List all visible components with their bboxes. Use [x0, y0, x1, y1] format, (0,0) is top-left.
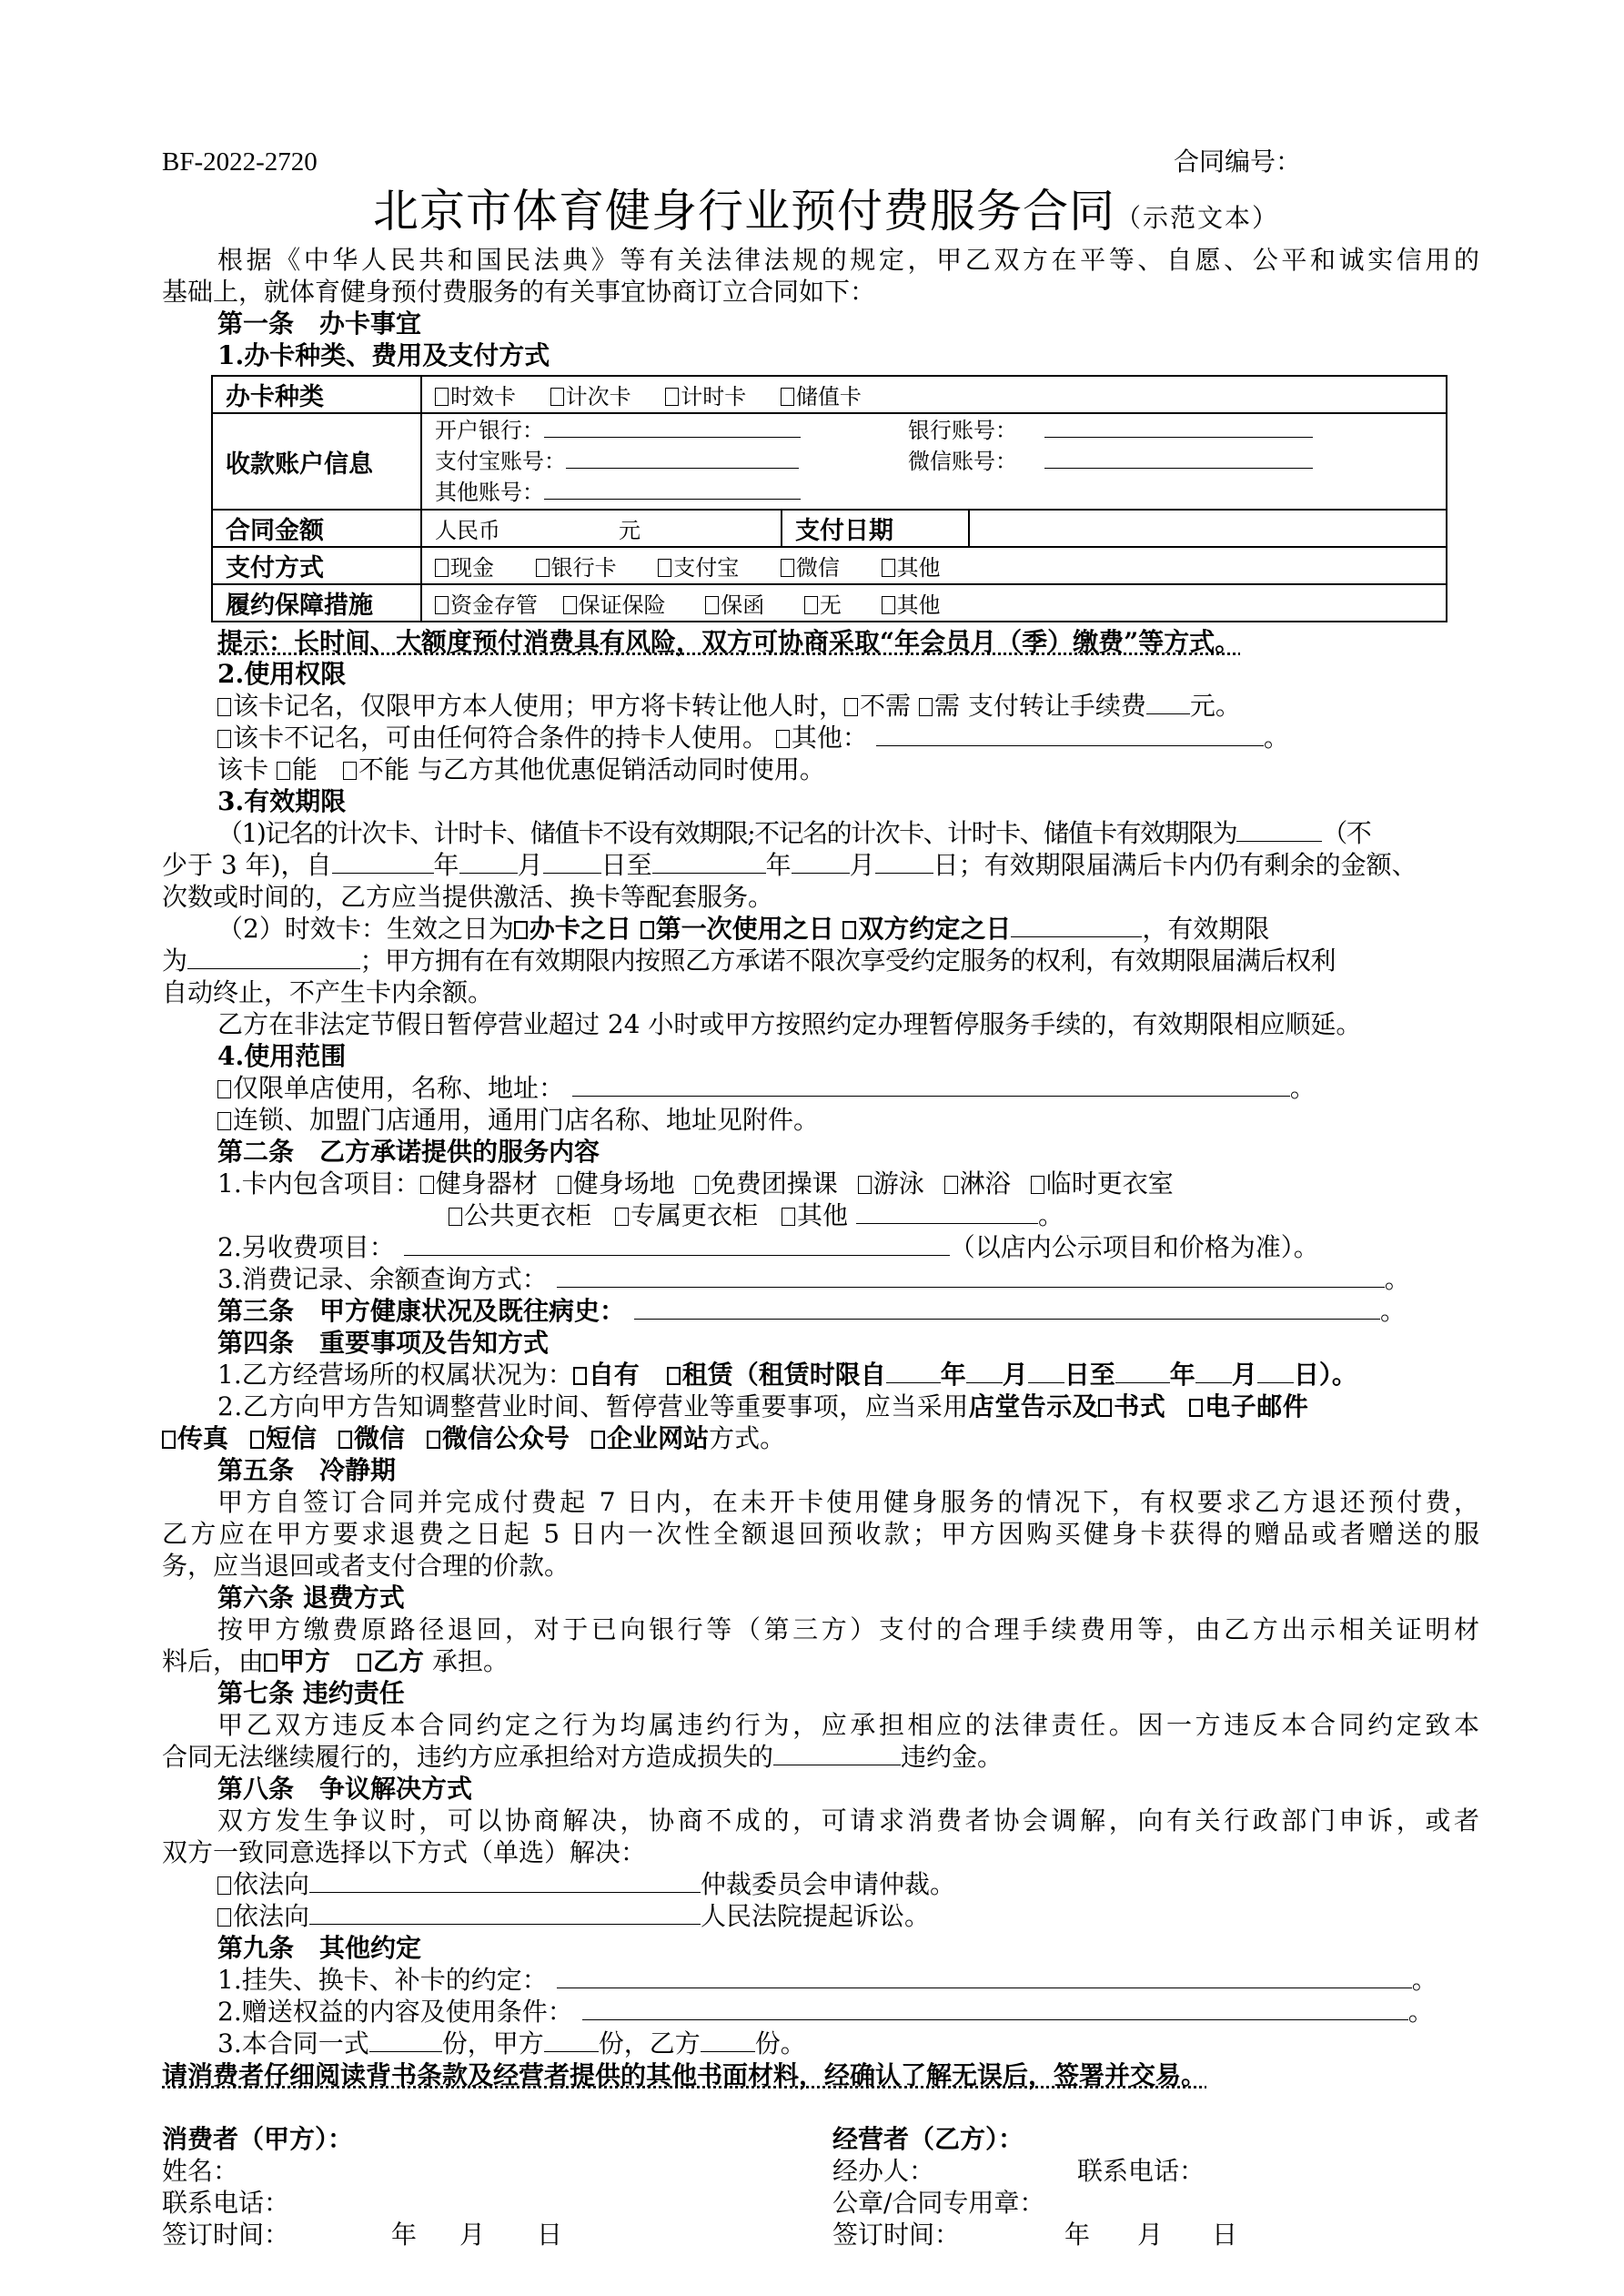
option-label: 现金 [450, 555, 494, 581]
text: 月 [1002, 1360, 1028, 1390]
checkbox[interactable] [514, 921, 528, 939]
checkbox[interactable] [277, 762, 290, 780]
text: 自有 [588, 1360, 640, 1390]
other-account-field[interactable] [544, 477, 801, 500]
clause-line [162, 945, 1479, 976]
option-label: 其他 [896, 592, 941, 618]
text: 依法向 [233, 1901, 310, 1931]
health-history-field[interactable] [634, 1297, 1380, 1320]
court-field[interactable] [309, 1902, 701, 1925]
text: 年 [433, 850, 459, 880]
text: 其他 [797, 1200, 849, 1230]
card-type-label: 办卡种类 [212, 376, 421, 413]
year-label: 年 [1064, 2220, 1091, 2250]
clause-line [162, 1422, 1479, 1454]
checkbox[interactable] [217, 730, 231, 748]
text: 份，甲方 [441, 2028, 544, 2058]
date-field[interactable] [886, 1360, 941, 1383]
account-info-fields [421, 413, 1447, 510]
date-field[interactable] [966, 1360, 1003, 1383]
date-field[interactable] [875, 851, 933, 874]
option-label: 支付宝 [673, 555, 740, 581]
title-note: （示范文本） [1115, 203, 1280, 233]
query-method-field[interactable] [557, 1265, 1385, 1288]
clause-line [162, 1104, 1479, 1136]
date-field[interactable] [652, 851, 766, 874]
checkbox[interactable] [573, 1367, 587, 1385]
text: 料后，由 [162, 1646, 265, 1676]
clause-line: 自动终止，不产生卡内余额。 [162, 977, 494, 1007]
checkbox[interactable] [776, 730, 790, 748]
text: 微信 [354, 1423, 406, 1453]
checkbox[interactable] [1189, 1399, 1203, 1417]
clause-line [162, 1645, 1479, 1677]
text: 与乙方其他优惠促销活动同时使用。 [417, 754, 825, 784]
text: 临时更衣室 [1045, 1168, 1174, 1199]
clause-line [162, 1741, 1479, 1773]
text: 游泳 [873, 1168, 924, 1199]
text: 淋浴 [959, 1168, 1011, 1199]
checkbox[interactable] [641, 921, 654, 939]
checkbox[interactable] [1031, 1176, 1044, 1194]
page-title [373, 182, 1279, 240]
clause-line: 双方发生争议时，可以协商解决，协商不成的，可请求消费者协会调解，向有关行政部门申诉，或者 [217, 1805, 1479, 1836]
text: 合同无法继续履行的，违约方应承担给对方造成损失的 [162, 1742, 774, 1772]
clause-line: 次数或时间的，乙方应当提供激活、换卡等配套服务。 [162, 882, 774, 912]
clause-line [162, 913, 1479, 945]
text: 免费团操课 [710, 1168, 838, 1199]
checkbox[interactable] [782, 1208, 795, 1226]
text: 年 [1169, 1360, 1195, 1390]
checkbox[interactable] [558, 1176, 571, 1194]
checkbox[interactable] [449, 1208, 462, 1226]
text: 该卡不记名，可由任何符合条件的持卡人使用。 [233, 723, 769, 753]
alipay-field[interactable] [566, 446, 799, 469]
text: 为 [162, 946, 187, 976]
text: 电子邮件 [1205, 1391, 1309, 1421]
text: 公共更衣柜 [464, 1200, 592, 1230]
contract-number-label: 合同编号： [1174, 147, 1302, 177]
text: 人民法院提起诉讼。 [701, 1901, 931, 1931]
other-account-label: 其他账号： [435, 480, 544, 505]
text: （不 [1322, 818, 1371, 848]
month-label: 月 [1137, 2220, 1164, 2250]
text: 需 [933, 691, 960, 721]
month-label: 月 [459, 2220, 486, 2250]
text: 乙方 [373, 1646, 425, 1676]
section-1-1-title: 1.办卡种类、费用及支付方式 [217, 340, 550, 370]
other-item-field[interactable] [856, 1201, 1038, 1224]
clause-line [162, 1359, 1479, 1391]
date-field[interactable] [459, 851, 518, 874]
text: 。 [1289, 1073, 1316, 1103]
date-field[interactable] [332, 851, 434, 874]
arbitration-field[interactable] [309, 1870, 701, 1893]
checkbox[interactable] [658, 559, 671, 577]
rmb-label: 人民币 [435, 518, 500, 543]
article-1-title: 第一条 办卡事宜 [217, 308, 422, 339]
article-4-title: 第四条 重要事项及告知方式 [217, 1328, 550, 1358]
clause-line [162, 817, 1479, 849]
checkbox[interactable] [217, 1112, 231, 1130]
signing-notice: 请消费者仔细阅读背书条款及经营者提供的其他书面材料，经确认了解无误后，签署并交易。 [162, 2060, 1207, 2090]
option-label: 资金存管 [450, 592, 538, 618]
wechat-field[interactable] [1044, 446, 1313, 469]
clause-line [162, 1996, 1479, 2028]
checkbox[interactable] [435, 596, 449, 614]
text: 日至 [600, 850, 652, 880]
checkbox[interactable] [563, 596, 577, 614]
text: 年 [765, 850, 792, 880]
party-a-column [162, 2123, 832, 2250]
date-field[interactable] [543, 851, 601, 874]
clause-line [162, 722, 1479, 754]
article-6-title: 第六条 退费方式 [217, 1583, 405, 1613]
clause-line [162, 1295, 1479, 1327]
document-code: BF-2022-2720 [162, 147, 318, 177]
bank-account-field[interactable] [1044, 415, 1313, 438]
text: 健身场地 [572, 1168, 675, 1199]
card-type-options [421, 376, 1447, 413]
text: 日至 [1064, 1360, 1115, 1390]
checkbox[interactable] [217, 698, 231, 716]
agreed-date-field[interactable] [1011, 915, 1142, 937]
text: 短信 [266, 1423, 318, 1453]
option-label: 保函 [721, 592, 765, 618]
checkbox[interactable] [615, 1208, 629, 1226]
checkbox[interactable] [665, 388, 679, 406]
option-label: 储值卡 [795, 384, 862, 410]
clause-line [162, 2028, 1479, 2059]
clause-line: 乙方在非法定节假日暂停营业超过 24 小时或甲方按照约定办理暂停服务手续的，有效期限相应顺延。 [217, 1009, 1362, 1039]
party-b-time-label: 签订时间： [832, 2220, 961, 2250]
option-label: 微信 [795, 555, 840, 581]
text: 双方约定之日 [858, 914, 1012, 944]
date-field[interactable] [1257, 1360, 1294, 1383]
clause-line [162, 1199, 1479, 1231]
checkbox[interactable] [705, 596, 719, 614]
checkbox[interactable] [844, 698, 858, 716]
pay-method-label: 支付方式 [212, 547, 421, 584]
party-a-title: 消费者（甲方）： [162, 2124, 354, 2154]
intro-line: 基础上，就体育健身预付费服务的有关事宜协商订立合同如下： [162, 277, 876, 307]
text: （2）时效卡：生效之日为 [217, 914, 514, 944]
text: 1.乙方经营场所的权属状况为： [217, 1360, 573, 1390]
text: 违约金。 [901, 1742, 1004, 1772]
text: 其他： [791, 723, 868, 753]
clause-line [162, 754, 1479, 785]
text: 健身器材 [435, 1168, 538, 1199]
text: 连锁、加盟门店通用，通用门店名称、地址见附件。 [233, 1105, 820, 1135]
text: 租赁（租赁时限自 [681, 1360, 886, 1390]
amount-cell[interactable] [421, 510, 782, 547]
extra-fee-field[interactable] [404, 1233, 950, 1256]
party-b-column [832, 2123, 1479, 2250]
clause-line: 务，应当退回或者支付合理的价款。 [162, 1551, 570, 1581]
text: 少于 3 年)，自 [162, 850, 332, 880]
text: 专属更衣柜 [630, 1200, 759, 1230]
bank-account-label: 银行账号： [908, 418, 1017, 443]
text: 日；有效期限届满后卡内仍有剩余的金额、 [933, 850, 1417, 880]
text: ，有效期限 [1142, 914, 1270, 944]
bank-field[interactable] [544, 415, 801, 438]
text: 。 [1037, 1200, 1064, 1230]
checkbox[interactable] [944, 1176, 958, 1194]
party-a-phone-label: 联系电话： [162, 2188, 290, 2218]
article-2-title: 第二条 乙方承诺提供的服务内容 [217, 1137, 600, 1167]
clause-line [162, 1900, 1479, 1932]
option-label: 其他 [896, 555, 941, 581]
text: 不需 [860, 691, 912, 721]
article-3-title: 第三条 甲方健康状况及既往病史： [217, 1296, 626, 1326]
text: 甲方 [279, 1646, 331, 1676]
date-field[interactable] [1195, 1360, 1232, 1383]
clause-line [162, 1964, 1479, 1996]
clause-line [162, 849, 1479, 881]
checkbox[interactable] [536, 559, 550, 577]
clause-line: 甲方自签订合同并完成付费起 7 日内，在未开卡使用健身服务的情况下，有权要求乙方退还预付费， [217, 1487, 1479, 1517]
option-label: 计时卡 [681, 384, 747, 410]
checkbox[interactable] [591, 1431, 605, 1449]
clause-line [162, 1072, 1479, 1104]
text: 办卡之日 [529, 914, 631, 944]
text: 份。 [754, 2028, 806, 2058]
day-label: 日 [537, 2220, 563, 2250]
other-field[interactable] [876, 723, 1264, 746]
checkbox[interactable] [217, 1876, 231, 1895]
checkbox[interactable] [882, 559, 895, 577]
text: 3.本合同一式 [217, 2028, 369, 2058]
gift-rights-field[interactable] [582, 1998, 1408, 2020]
party-b-agent-label: 经办人： [832, 2156, 935, 2186]
date-field[interactable] [792, 851, 850, 874]
text: 2.乙方向甲方告知调整营业时间、暂停营业等重要事项，应当采用 [217, 1391, 969, 1421]
text: 元。 [1189, 691, 1241, 721]
guarantee-options [421, 584, 1447, 622]
text: 依法向 [233, 1869, 310, 1899]
checkbox[interactable] [781, 388, 794, 406]
section-title: 2.使用权限 [217, 659, 347, 689]
text: 2.另收费项目： [217, 1232, 395, 1262]
clause-line [162, 690, 1479, 722]
checkbox[interactable] [842, 921, 856, 939]
pay-date-label: 支付日期 [782, 510, 969, 547]
text: 1.挂失、换卡、补卡的约定： [217, 1965, 548, 1995]
risk-tip: 提示：长时间、大额度预付消费具有风险，双方可协商采取“年会员月（季）缴费”等方式。 [217, 627, 1241, 657]
signature-block [162, 2123, 1479, 2250]
date-field[interactable] [1115, 1360, 1170, 1383]
checkbox[interactable] [781, 559, 794, 577]
day-label: 日 [1212, 2220, 1238, 2250]
article-8-title: 第八条 争议解决方式 [217, 1774, 473, 1804]
text: 1.卡内包含项目： [217, 1168, 420, 1199]
text: 。 [1384, 1264, 1410, 1294]
party-b-title: 经营者（乙方）： [832, 2124, 1024, 2154]
checkbox[interactable] [804, 596, 818, 614]
party-a-name-label: 姓名： [162, 2156, 239, 2186]
clause-line: 按甲方缴费原路径退回，对于已向银行等（第三方）支付的合理手续费用等，由乙方出示相关证明材 [217, 1614, 1479, 1644]
checkbox[interactable] [695, 1176, 709, 1194]
yuan-label: 元 [619, 518, 641, 543]
checkbox[interactable] [427, 1431, 440, 1449]
article-9-title: 第九条 其他约定 [217, 1933, 422, 1963]
text: 该卡记名，仅限甲方本人使用；甲方将卡转让他人时， [233, 691, 845, 721]
section-title: 3.有效期限 [217, 786, 347, 816]
checkbox[interactable] [217, 1080, 231, 1098]
title-text: 北京市体育健身行业预付费服务合同 [373, 185, 1115, 238]
checkbox[interactable] [435, 388, 449, 406]
text: 书式 [1114, 1391, 1166, 1421]
pay-method-options [421, 547, 1447, 584]
text: 微信公众号 [442, 1423, 570, 1453]
checkbox[interactable] [435, 559, 449, 577]
party-b-seal-label: 公章/合同专用章： [832, 2188, 1045, 2218]
wechat-label: 微信账号： [908, 449, 1017, 474]
text: 3.消费记录、余额查询方式： [217, 1264, 548, 1294]
text: 年 [940, 1360, 966, 1390]
store-address-field[interactable] [572, 1074, 1290, 1097]
text: 支付转让手续费 [967, 691, 1146, 721]
pay-date-cell[interactable] [969, 510, 1447, 547]
clause-line [162, 1391, 1479, 1422]
text: 能 [291, 754, 318, 784]
period-field[interactable] [187, 946, 360, 969]
text: 月 [1231, 1360, 1257, 1390]
text: 月 [849, 850, 875, 880]
text: 第一次使用之日 [655, 914, 834, 944]
text: 。 [1411, 1965, 1437, 1995]
clause-line [162, 1263, 1479, 1295]
checkbox[interactable] [162, 1431, 176, 1449]
text: 月 [517, 850, 543, 880]
text: 承担。 [431, 1646, 509, 1676]
party-a-time-label: 签订时间： [162, 2220, 290, 2250]
checkbox[interactable] [338, 1431, 352, 1449]
article-7-title: 第七条 违约责任 [217, 1678, 405, 1708]
copies-field[interactable] [369, 2029, 442, 2052]
lost-card-field[interactable] [557, 1966, 1412, 1988]
option-label: 无 [819, 592, 842, 618]
bank-label: 开户银行： [435, 418, 544, 443]
text: 企业网站 [607, 1423, 710, 1453]
text: （以店内公示项目和价格为准）。 [949, 1232, 1319, 1262]
checkbox[interactable] [358, 1654, 371, 1672]
clause-line: 双方一致同意选择以下方式（单选）解决： [162, 1837, 647, 1867]
clause-line: 甲乙双方违反本合同约定之行为均属违约行为，应承担相应的法律责任。因一方违反本合同约定致本 [217, 1710, 1479, 1740]
party-b-phone-label: 联系电话： [1077, 2156, 1205, 2186]
section-title: 4.使用范围 [217, 1041, 347, 1071]
text: 仲裁委员会申请仲裁。 [701, 1869, 956, 1899]
option-label: 银行卡 [550, 555, 617, 581]
checkbox[interactable] [667, 1367, 681, 1385]
clause-line [162, 1231, 1479, 1263]
guarantee-label: 履约保障措施 [212, 584, 421, 622]
text: 不能 [358, 754, 409, 784]
clause-line: 乙方应在甲方要求退费之日起 5 日内一次性全额退回预收款；甲方因购买健身卡获得的赠品或者赠送的服 [162, 1519, 1479, 1549]
year-label: 年 [391, 2220, 418, 2250]
checkbox[interactable] [264, 1654, 277, 1672]
alipay-label: 支付宝账号： [435, 449, 566, 474]
penalty-field[interactable] [773, 1743, 901, 1765]
checkbox[interactable] [250, 1431, 264, 1449]
checkbox[interactable] [919, 698, 933, 716]
option-label: 保证保险 [578, 592, 666, 618]
option-label: 计次卡 [565, 384, 631, 410]
checkbox[interactable] [217, 1908, 231, 1927]
copies-field[interactable] [544, 2029, 599, 2052]
text: ；甲方拥有在有效期限内按照乙方承诺不限次享受约定服务的权利，有效期限届满后权利 [359, 946, 1337, 976]
text: 方式。 [709, 1423, 786, 1453]
text: 份，乙方 [598, 2028, 701, 2058]
intro-line: 根据《中华人民共和国民法典》等有关法律法规的规定，甲乙双方在平等、自愿、公平和诚实信用的 [217, 245, 1479, 275]
text: 。 [1263, 723, 1289, 753]
text: 该卡 [217, 754, 269, 784]
clause-line [162, 1868, 1479, 1900]
clause-line [162, 1168, 1479, 1199]
text: 传真 [177, 1423, 229, 1453]
article-5-title: 第五条 冷静期 [217, 1455, 397, 1485]
contract-body [162, 244, 1479, 2250]
text: 2.赠送权益的内容及使用条件： [217, 1997, 573, 2027]
text: 日）。 [1293, 1360, 1357, 1390]
text: 店堂告示及 [968, 1391, 1099, 1421]
checkbox[interactable] [858, 1176, 872, 1194]
fee-field[interactable] [1146, 692, 1190, 714]
text: （1)记名的计次卡、计时卡、储值卡不设有效期限;不记名的计次卡、计时卡、储值卡有效期限为 [217, 818, 1237, 848]
option-label: 时效卡 [450, 384, 516, 410]
card-info-table [211, 375, 1447, 622]
checkbox[interactable] [1098, 1399, 1112, 1417]
text: 。 [1407, 1997, 1434, 2027]
account-info-label: 收款账户信息 [212, 413, 421, 510]
period-field[interactable] [1236, 819, 1322, 842]
copies-field[interactable] [701, 2029, 755, 2052]
text: 仅限单店使用，名称、地址： [233, 1073, 565, 1103]
amount-label: 合同金额 [212, 510, 421, 547]
checkbox[interactable] [550, 388, 564, 406]
checkbox[interactable] [882, 596, 895, 614]
checkbox[interactable] [420, 1176, 434, 1194]
text: 。 [1380, 1296, 1407, 1326]
date-field[interactable] [1028, 1360, 1064, 1383]
checkbox[interactable] [343, 762, 357, 780]
